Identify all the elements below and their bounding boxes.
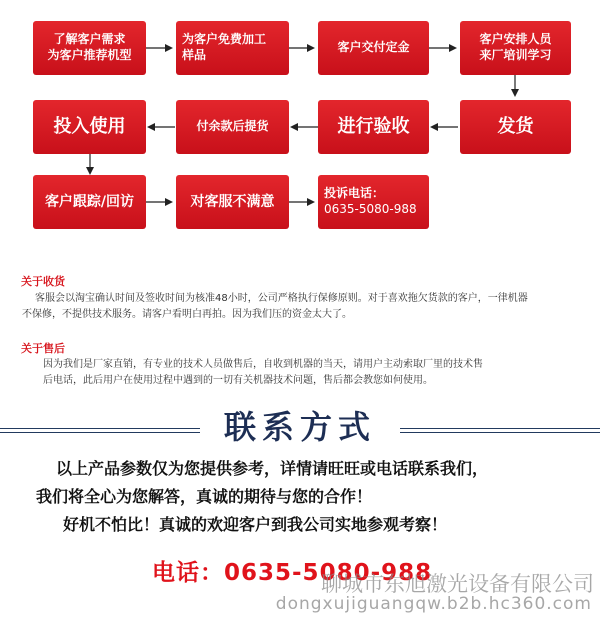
- flow-step-label: 发货: [497, 116, 534, 138]
- flow-step-unsatisfied: [176, 175, 289, 229]
- watermark-site: dongxujiguangqw.b2b.hc360.com: [275, 594, 592, 614]
- flow-step-complaint: [318, 175, 429, 229]
- flow-step-acceptance: [318, 100, 429, 154]
- contact-line2: 我们将全心为您解答，真诚的期待与您的合作！: [36, 487, 373, 506]
- shipping-title: 关于收货: [21, 275, 65, 288]
- flow-step-ship: [460, 100, 571, 154]
- flow-step-label: 客户跟踪/回访: [44, 193, 135, 210]
- flow-step-label: 投入使用: [53, 116, 126, 138]
- flow-step-label: 付余款后提货: [196, 119, 269, 134]
- complaint-label: 投诉电话：: [324, 186, 385, 201]
- shipping-body-line2: 不保修，不提供技术服务。请客户看明白再拍。因为我们压的资金太大了。: [22, 309, 352, 320]
- contact-heading: 联系方式: [223, 408, 376, 446]
- shipping-body-line1: 客服会以淘宝确认时间及签收时间为核准48小时，公司严格执行保修原则。对于喜欢拖欠货款的客户，一律机器: [35, 293, 528, 304]
- after-sales-body-line1: 因为我们是厂家直销，有专业的技术人员做售后，自收到机器的当天，请用户主动索取厂里的技术售: [43, 359, 483, 370]
- flow-step-label: 为客户免费加工 样品: [182, 32, 267, 62]
- flow-step-label: 对客服不满意: [190, 193, 275, 210]
- after-sales-body-line2: 后电话，此后用户在使用过程中遇到的一切有关机器技术问题，售后都会教您如何使用。: [43, 375, 433, 386]
- complaint-phone: 0635-5080-988: [324, 202, 417, 216]
- watermark-company: 聊城市东旭激光设备有限公司: [321, 572, 594, 596]
- after-sales-title: 关于售后: [21, 342, 65, 355]
- flow-step-follow-up: [33, 175, 146, 229]
- flow-step-label: 进行验收: [337, 116, 410, 138]
- flow-step-deposit: [318, 21, 429, 75]
- flow-step-put-into-use: [33, 100, 146, 154]
- flow-step-label: 客户安排人员 来厂培训学习: [479, 32, 552, 62]
- flow-step-label: 了解客户需求 为客户推荐机型: [47, 32, 132, 62]
- contact-line1: 以上产品参数仅为您提供参考，详情请旺旺或电话联系我们，: [56, 459, 489, 478]
- contact-phone: 电话：0635-5080-988: [152, 560, 433, 586]
- contact-line3: 好机不怕比！真诚的欢迎客户到我公司实地参观考察！: [63, 515, 448, 534]
- flow-step-pay-balance: [176, 100, 289, 154]
- flow-step-free-sample: [176, 21, 289, 75]
- flow-step-training: [460, 21, 571, 75]
- flow-step-understand-needs: [33, 21, 146, 75]
- flow-step-label: 客户交付定金: [337, 40, 410, 55]
